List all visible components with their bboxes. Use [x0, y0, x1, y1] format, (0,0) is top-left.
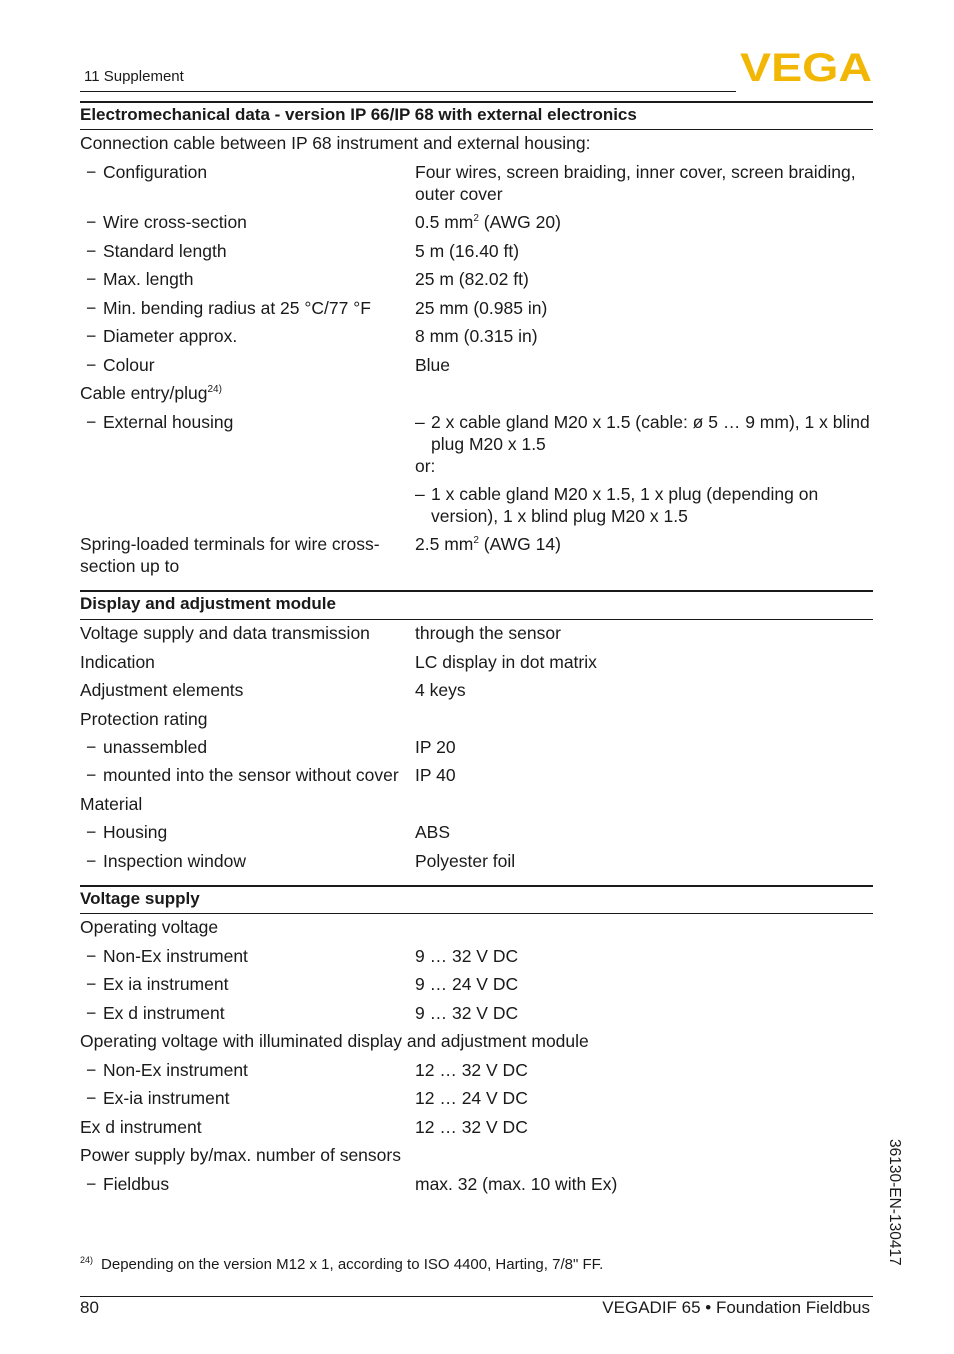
spec-label: − Inspection window: [86, 851, 246, 871]
dash-icon: −: [86, 737, 97, 757]
spec-label: − Housing: [86, 822, 168, 842]
spec-label: − unassembled: [86, 737, 208, 757]
dash-icon: −: [86, 162, 97, 182]
spec-label: Power supply by/max. number of sensors: [80, 1145, 401, 1165]
spec-value: 9 … 32 V DC: [415, 946, 519, 966]
spec-label: Adjustment elements: [80, 680, 244, 700]
section-heading: 11 Supplement: [84, 68, 184, 85]
page-number: 80: [80, 1298, 99, 1317]
option-item: – 1 x cable gland M20 x 1.5, 1 x plug (depending on version), 1 x blind plug M20 x 1.5: [415, 484, 819, 526]
spec-value: 0.5 $mm^2$ (AWG 20): [415, 212, 561, 232]
dash-icon: −: [86, 822, 97, 842]
spec-value: 4 keys: [415, 680, 466, 700]
spec-value: ABS: [415, 822, 451, 842]
display-title: Display and adjustment module: [80, 594, 336, 613]
dash-icon: −: [86, 326, 97, 346]
spec-label: − Fieldbus: [86, 1174, 170, 1194]
spec-label: − Ex-ia instrument: [86, 1088, 230, 1108]
spec-label: − Diameter approx.: [86, 326, 238, 346]
spec-label: Connection cable between IP 68 instrument and external housing:: [80, 133, 591, 153]
spec-value: max. 32 (max. 10 with Ex): [415, 1174, 618, 1194]
dash-icon: –: [415, 412, 425, 432]
document-code: 36130-EN-130417: [886, 1139, 903, 1266]
section-rule: [80, 885, 873, 887]
dash-icon: −: [86, 765, 97, 785]
spec-value: 25 mm (0.985 in): [415, 298, 548, 318]
voltage-title: Voltage supply: [80, 889, 200, 908]
spec-label: − Ex ia instrument: [86, 974, 229, 994]
spec-label: Operating voltage: [80, 917, 219, 937]
spec-value: Blue: [415, 355, 451, 375]
dash-icon: −: [86, 946, 97, 966]
footnote: [80, 1256, 603, 1273]
spec-value: [415, 411, 873, 527]
spec-label: − mounted into the sensor without cover: [86, 765, 399, 785]
spec-label: − Standard length: [86, 241, 227, 261]
dash-icon: −: [86, 1088, 97, 1108]
spec-label: − Min. bending radius at 25 °C/77 °F: [86, 298, 371, 318]
dash-icon: −: [86, 1060, 97, 1080]
spec-label: − Max. length: [86, 269, 194, 289]
footnote-ref[interactable]: 24): [207, 384, 222, 395]
spec-label: Voltage supply and data transmission: [80, 623, 370, 643]
dash-icon: −: [86, 212, 97, 232]
spec-value: 12 … 24 V DC: [415, 1088, 528, 1108]
spec-label: Protection rating: [80, 709, 208, 729]
spec-value: 2.5 $mm^2$ (AWG 14): [415, 534, 561, 554]
spec-value: LC display in dot matrix: [415, 652, 597, 672]
header-divider: [80, 91, 736, 92]
spec-value: 25 m (82.02 ft): [415, 269, 529, 289]
spec-label: Indication: [80, 652, 155, 672]
spec-value: IP 40: [415, 765, 456, 785]
section-rule: [80, 129, 873, 130]
dash-icon: −: [86, 974, 97, 994]
dash-icon: −: [86, 269, 97, 289]
electromech-title: Electromechanical data - version IP 66/IP 68 with external electronics: [80, 105, 637, 124]
spec-label: − Non-Ex instrument: [86, 946, 248, 966]
spec-label: − Ex d instrument: [86, 1003, 225, 1023]
spec-value: Four wires, screen braiding, inner cover, screen braiding, outer cover: [415, 162, 856, 204]
section-rule: [80, 913, 873, 914]
spec-value: 9 … 24 V DC: [415, 974, 519, 994]
spec-label: Spring-loaded terminals for wire cross-section up to: [80, 534, 380, 576]
spec-value: IP 20: [415, 737, 456, 757]
footer-divider: [80, 1296, 873, 1297]
dash-icon: –: [415, 484, 425, 504]
section-rule: [80, 590, 873, 592]
footnote-text: Depending on the version M12 x 1, according to ISO 4400, Harting, 7/8" FF.: [101, 1256, 604, 1273]
spec-label: Operating voltage with illuminated display and adjustment module: [80, 1031, 589, 1051]
dash-icon: −: [86, 298, 97, 318]
spec-value: 9 … 32 V DC: [415, 1003, 519, 1023]
product-name: VEGADIF 65 • Foundation Fieldbus: [602, 1298, 870, 1317]
spec-label: − Non-Ex instrument: [86, 1060, 248, 1080]
vega-logo: [740, 50, 874, 84]
spec-label: − External housing: [86, 412, 234, 432]
spec-value: 5 m (16.40 ft): [415, 241, 520, 261]
option-item: – 2 x cable gland M20 x 1.5 (cable: ø 5 … 9 mm), 1 x blind plug M20 x 1.5: [415, 412, 870, 454]
spec-value: 12 … 32 V DC: [415, 1117, 528, 1137]
spec-label: Ex d instrument: [80, 1117, 202, 1137]
dash-icon: −: [86, 412, 97, 432]
section-rule: [80, 101, 873, 103]
dash-icon: −: [86, 1174, 97, 1194]
dash-icon: −: [86, 1003, 97, 1023]
option-separator: or:: [415, 456, 436, 476]
spec-label: − Configuration: [86, 162, 208, 182]
spec-label: − Colour: [86, 355, 155, 375]
spec-value: Polyester foil: [415, 851, 516, 871]
spec-label: Material: [80, 794, 143, 814]
spec-value: through the sensor: [415, 623, 561, 643]
spec-value: 8 mm (0.315 in): [415, 326, 538, 346]
spec-value: 12 … 32 V DC: [415, 1060, 528, 1080]
dash-icon: −: [86, 355, 97, 375]
svg-text:VEGA: VEGA: [740, 50, 872, 84]
dash-icon: −: [86, 851, 97, 871]
spec-label: Cable entry/plug$^{24)}$: [80, 383, 222, 403]
spec-label: − Wire cross-section: [86, 212, 247, 232]
section-rule: [80, 619, 873, 620]
dash-icon: −: [86, 241, 97, 261]
footnote-mark: 24): [80, 1255, 94, 1265]
